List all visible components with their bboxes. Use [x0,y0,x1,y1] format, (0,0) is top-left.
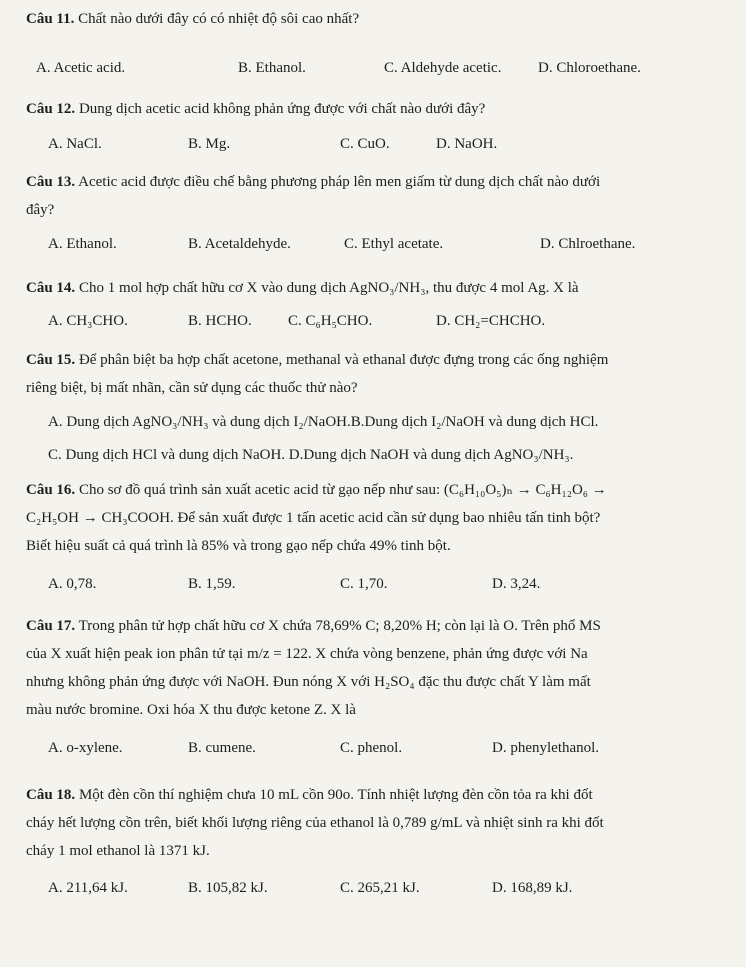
option-b[interactable]: B. HCHO. [188,313,252,329]
options-15-line-1 [26,414,736,436]
option-a[interactable]: A. Ethanol. [48,236,117,252]
question-text: C₂H₅OH → CH₃COOH. Để sản xuất được 1 tấn acetic acid cần sử dụng bao nhiêu tấn tinh bột? [26,510,601,526]
question-text: Biết hiệu suất cả quá trình là 85% và trong gạo nếp chứa 49% tinh bột. [26,538,451,554]
question-16-cont-1 [26,506,728,530]
question-text: Một đèn cồn thí nghiệm chưa 10 mL cồn 90o. Tính nhiệt lượng đèn cồn tỏa ra khi đốt [78,787,593,803]
question-text: Cho 1 mol hợp chất hữu cơ X vào dung dịch AgNO₃/NH₃, thu được 4 mol Ag. X là [78,280,579,296]
option-c[interactable]: C. Aldehyde acetic. [384,60,502,76]
option-c[interactable]: C. C₆H₅CHO. [288,313,373,329]
question-number: Câu 16. [26,482,76,498]
question-13 [26,170,728,194]
option-b[interactable]: B. 1,59. [188,576,236,592]
question-17-cont-3 [26,698,728,722]
option-b[interactable]: B. 105,82 kJ. [188,880,268,896]
options-14 [26,313,736,335]
question-text: cháy 1 mol ethanol là 1371 kJ. [26,843,210,859]
option-a[interactable]: A. 211,64 kJ. [48,880,128,896]
options-13 [26,236,736,258]
question-number: Câu 15. [26,352,76,368]
options-cd[interactable]: C. Dung dịch HCl và dung dịch NaOH. D.Dung dịch NaOH và dung dịch AgNO₃/NH₃. [48,447,574,463]
options-12 [26,136,736,158]
question-text: Chất nào dưới đây có có nhiệt độ sôi cao nhất? [78,11,360,27]
option-c[interactable]: C. 265,21 kJ. [340,880,420,896]
option-a[interactable]: A. NaCl. [48,136,102,152]
option-c[interactable]: C. Ethyl acetate. [344,236,444,252]
question-text: màu nước bromine. Oxi hóa X thu được ketone Z. X là [26,702,356,718]
question-text: Dung dịch acetic acid không phản ứng được với chất nào dưới đây? [78,101,486,117]
question-12 [26,97,728,121]
question-text: riêng biệt, bị mất nhãn, cần sử dụng các thuốc thử nào? [26,380,358,396]
question-13-cont [26,198,728,222]
question-text: nhưng không phản ứng được với NaOH. Đun nóng X với H₂SO₄ đặc thu được chất Y làm mất [26,674,591,690]
question-number: Câu 13. [26,174,76,190]
option-a[interactable]: A. Acetic acid. [36,60,126,76]
question-number: Câu 12. [26,101,76,117]
question-17-cont-2 [26,670,728,694]
option-d[interactable]: D. Chlroethane. [540,236,636,252]
options-11 [26,60,736,82]
question-text: Cho sơ đồ quá trình sản xuất acetic acid từ gạo nếp như sau: (C₆H₁₀O₅)ₙ → C₆H₁₂O₆ → [78,482,607,498]
question-16-cont-2 [26,534,728,558]
options-18 [26,880,736,902]
question-text: Acetic acid được điều chế bằng phương pháp lên men giấm từ dung dịch chất nào dưới [78,174,601,190]
question-11 [26,7,728,31]
option-d[interactable]: D. phenylethanol. [492,740,600,756]
question-text: của X xuất hiện peak ion phân tử tại m/z = 122. X chứa vòng benzene, phản ứng được với Na [26,646,588,662]
option-c[interactable]: C. CuO. [340,136,390,152]
options-16 [26,576,736,598]
option-a[interactable]: A. o-xylene. [48,740,123,756]
option-b[interactable]: B. cumene. [188,740,256,756]
question-text: Để phân biệt ba hợp chất acetone, methanal và ethanal được đựng trong các ống nghiệm [78,352,609,368]
option-c[interactable]: C. phenol. [340,740,403,756]
question-17-cont-1 [26,642,728,666]
option-d[interactable]: D. 3,24. [492,576,541,592]
question-text: cháy hết lượng cồn trên, biết khối lượng riêng của ethanol là 0,789 g/mL và nhiệt sinh ra khi đốt [26,815,604,831]
question-text: đây? [26,202,55,218]
option-a[interactable]: A. CH₃CHO. [48,313,128,329]
question-number: Câu 18. [26,787,76,803]
options-17 [26,740,736,762]
option-c[interactable]: C. 1,70. [340,576,388,592]
options-ab[interactable]: A. Dung dịch AgNO₃/NH₃ và dung dịch I₂/NaOH.B.Dung dịch I₂/NaOH và dung dịch HCl. [48,414,599,430]
option-b[interactable]: B. Mg. [188,136,231,152]
option-b[interactable]: B. Ethanol. [238,60,306,76]
option-d[interactable]: D. Chloroethane. [538,60,641,76]
option-d[interactable]: D. 168,89 kJ. [492,880,573,896]
question-text: Trong phân tử hợp chất hữu cơ X chứa 78,69% C; 8,20% H; còn lại là O. Trên phổ MS [78,618,601,634]
option-a[interactable]: A. 0,78. [48,576,97,592]
options-15-line-2 [26,447,736,469]
question-16 [26,478,728,502]
question-14 [26,276,728,300]
option-b[interactable]: B. Acetaldehyde. [188,236,291,252]
question-number: Câu 14. [26,280,76,296]
question-17 [26,614,728,638]
question-number: Câu 17. [26,618,76,634]
question-number: Câu 11. [26,11,75,27]
question-18-cont-2 [26,839,728,863]
question-15-cont [26,376,728,400]
question-18 [26,783,728,807]
question-18-cont-1 [26,811,728,835]
option-d[interactable]: D. CH₂=CHCHO. [436,313,546,329]
question-15 [26,348,728,372]
option-d[interactable]: D. NaOH. [436,136,498,152]
